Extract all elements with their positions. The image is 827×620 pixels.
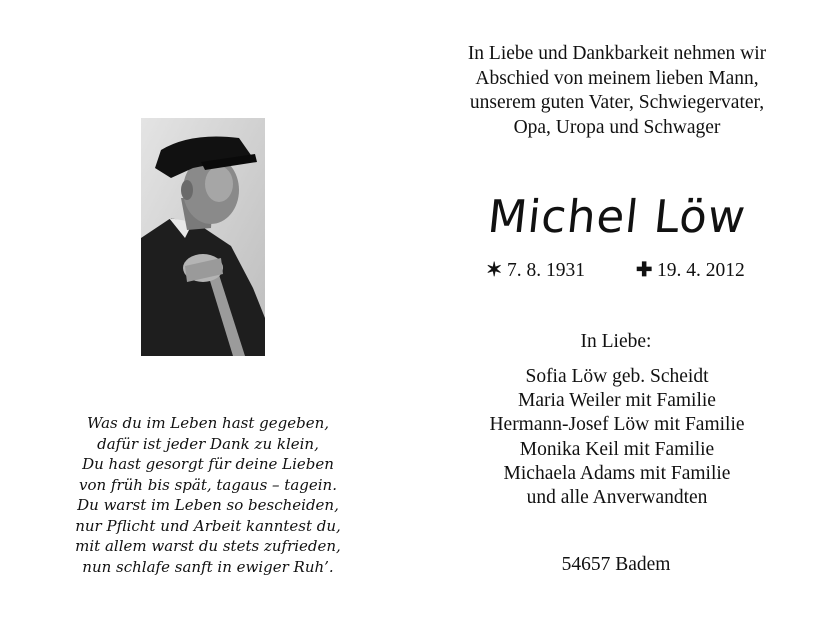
cross-icon: ✚ xyxy=(636,260,653,281)
life-dates xyxy=(480,258,760,284)
mourner: Maria Weiler mit Familie xyxy=(518,390,716,412)
poem-line: mit allem warst du stets zufrieden, xyxy=(75,537,341,555)
poem-line: dafür ist jeder Dank zu klein, xyxy=(97,434,319,453)
poem-line: Du hast gesorgt für deine Lieben xyxy=(82,455,334,473)
mourner: Michaela Adams mit Familie xyxy=(503,462,731,484)
mourner: Monika Keil mit Familie xyxy=(519,438,715,460)
birth-date xyxy=(486,258,585,282)
intro-text xyxy=(432,42,802,140)
poem-line: nur Pflicht und Arbeit kanntest du, xyxy=(75,516,341,535)
poem-line: nun schlafe sanft in ewiger Ruh’. xyxy=(82,557,334,576)
intro-line: unserem guten Vater, Schwiegervater, xyxy=(469,92,765,113)
intro-line: Opa, Uropa und Schwager xyxy=(513,116,721,138)
intro-line: Abschied von meinem lieben Mann, xyxy=(475,67,759,89)
portrait-image xyxy=(141,118,265,356)
portrait-photo xyxy=(141,118,265,356)
poem-line: von früh bis spät, tagaus – tagein. xyxy=(78,475,337,494)
deceased-name: Michel Löw xyxy=(485,190,749,243)
death-date-value: 19. 4. 2012 xyxy=(657,260,745,281)
place: 54657 Badem xyxy=(561,554,671,575)
mourner: Sofia Löw geb. Scheidt xyxy=(525,366,709,387)
mourners-list xyxy=(462,365,772,510)
poem-line: Was du im Leben hast gegeben, xyxy=(86,414,330,432)
in-love-label: In Liebe: xyxy=(580,331,652,352)
mourner: Hermann-Josef Löw mit Familie xyxy=(489,414,745,436)
poem xyxy=(58,413,358,577)
poem-line: Du warst im Leben so bescheiden, xyxy=(77,496,339,514)
death-date xyxy=(636,258,745,282)
birth-date-value: 7. 8. 1931 xyxy=(507,260,585,281)
intro-line: In Liebe und Dankbarkeit nehmen wir xyxy=(467,43,767,64)
mourner: und alle Anverwandten xyxy=(526,487,708,509)
star-icon: ✶ xyxy=(486,260,503,281)
